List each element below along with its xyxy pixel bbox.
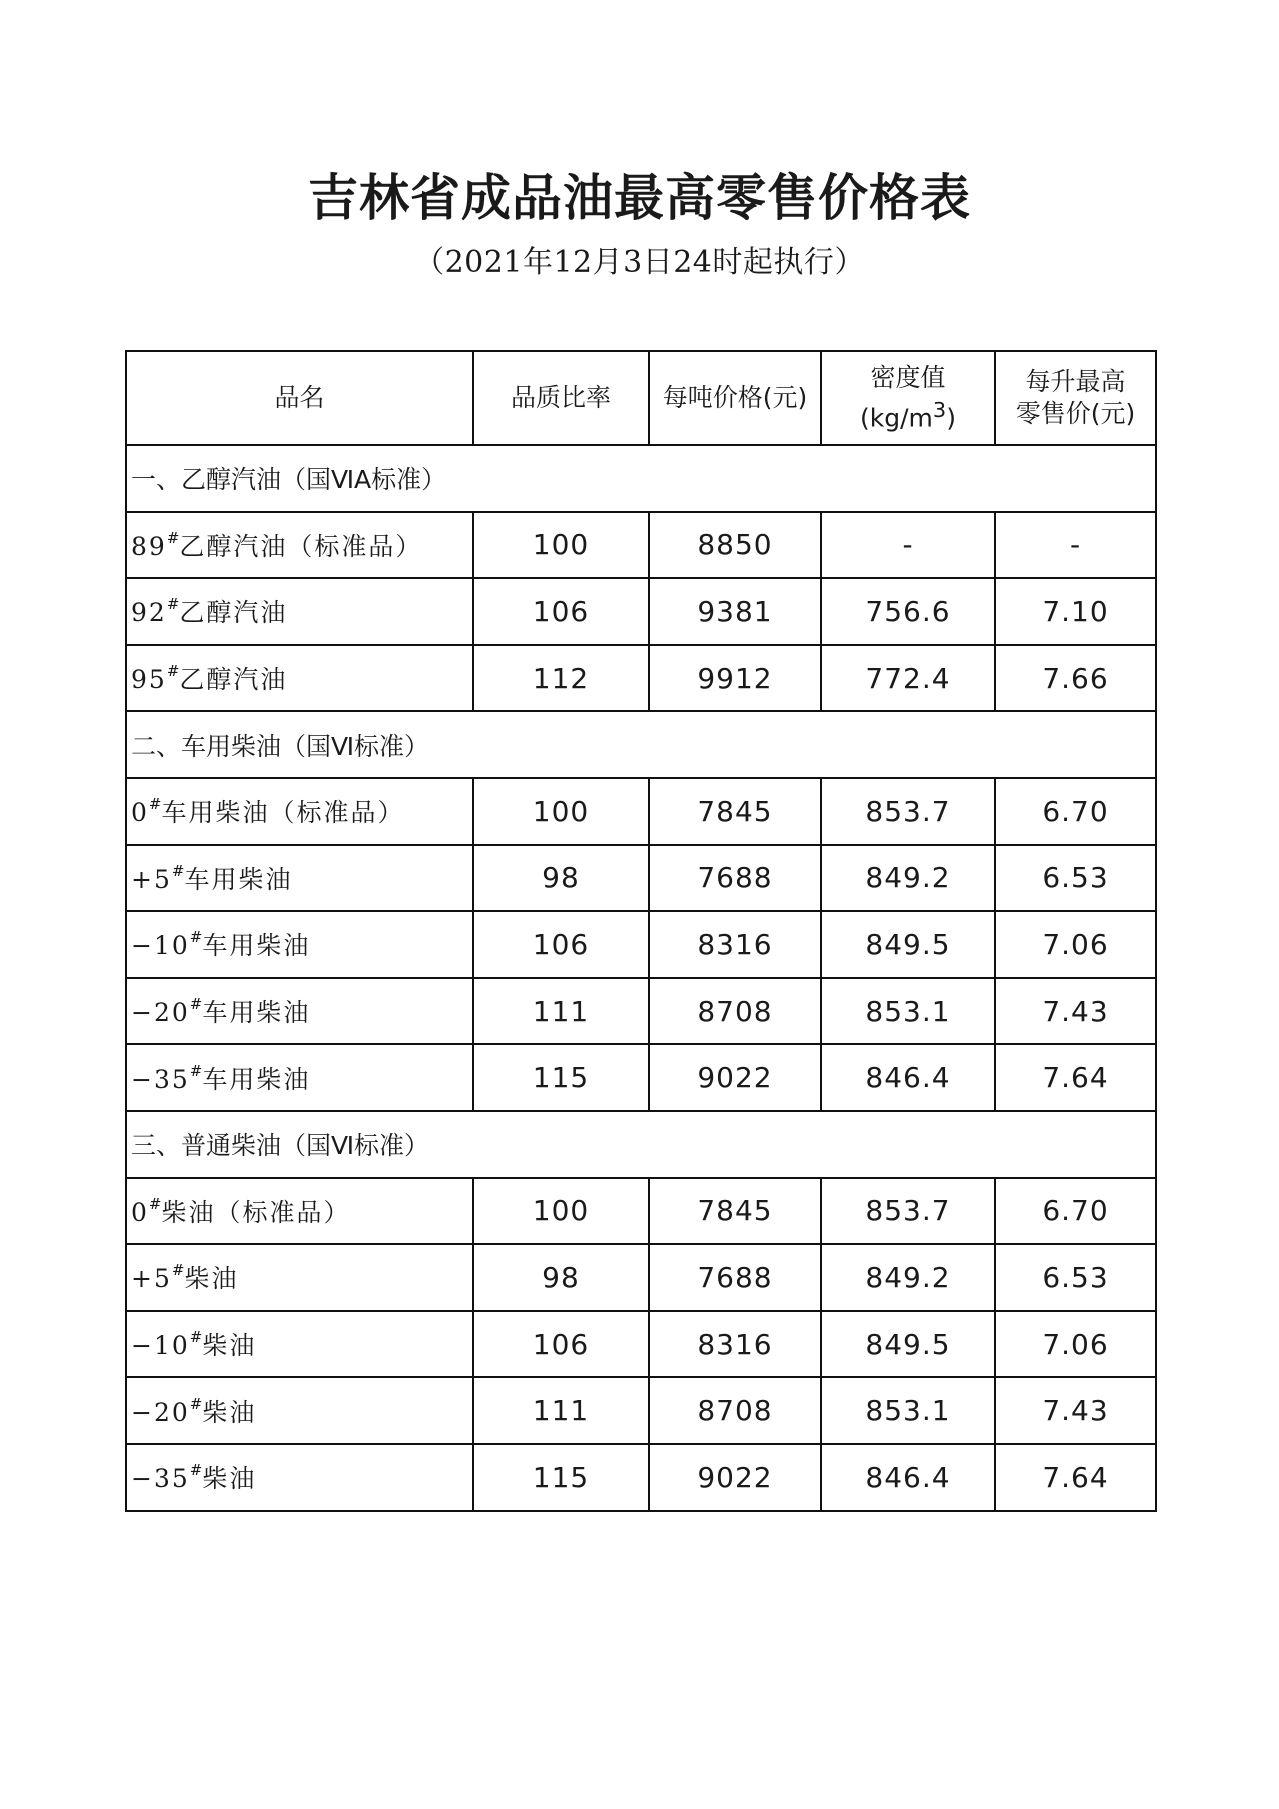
header-price-label: 每吨价格(元) bbox=[662, 383, 808, 412]
product-grade: 95 bbox=[131, 665, 167, 695]
retail-price-cell: 7.10 bbox=[995, 578, 1156, 645]
header-ratio-label: 品质比率 bbox=[510, 383, 611, 412]
density-cell: 846.4 bbox=[821, 1444, 995, 1511]
section-row bbox=[126, 711, 1156, 778]
product-name: 车用柴油 bbox=[202, 998, 311, 1028]
density-cell: 772.4 bbox=[821, 645, 995, 712]
grade-mark: # bbox=[189, 1461, 203, 1480]
grade-mark: # bbox=[148, 795, 162, 814]
quality-ratio-cell: 115 bbox=[473, 1444, 649, 1511]
section-row bbox=[126, 1111, 1156, 1178]
price-per-ton-cell: 9381 bbox=[649, 578, 821, 645]
product-name-cell bbox=[126, 1444, 473, 1511]
product-name: 柴油 bbox=[202, 1464, 257, 1494]
quality-ratio-cell: 100 bbox=[473, 1178, 649, 1245]
density-cell: 853.1 bbox=[821, 1377, 995, 1444]
header-ratio bbox=[473, 351, 649, 445]
header-retail-line1: 每升最高 bbox=[1025, 367, 1126, 396]
price-per-ton-cell: 8708 bbox=[649, 1377, 821, 1444]
grade-mark: # bbox=[189, 995, 203, 1014]
header-retail-line2: 零售价(元) bbox=[1015, 399, 1136, 428]
quality-ratio-cell: 98 bbox=[473, 845, 649, 912]
header-density-unit-close: ) bbox=[946, 403, 956, 433]
retail-price-cell: 6.53 bbox=[995, 1244, 1156, 1311]
grade-mark: # bbox=[189, 1328, 203, 1347]
section-label: 二、车用柴油（国Ⅵ标准） bbox=[126, 711, 1156, 778]
quality-ratio-cell: 100 bbox=[473, 512, 649, 579]
density-cell: 849.2 bbox=[821, 845, 995, 912]
price-per-ton-cell: 7688 bbox=[649, 845, 821, 912]
quality-ratio-cell: 115 bbox=[473, 1044, 649, 1111]
product-name-cell bbox=[126, 512, 473, 579]
density-cell: 849.2 bbox=[821, 1244, 995, 1311]
quality-ratio-cell: 111 bbox=[473, 1377, 649, 1444]
density-cell: 756.6 bbox=[821, 578, 995, 645]
product-name-cell bbox=[126, 1044, 473, 1111]
retail-price-cell: 6.70 bbox=[995, 1178, 1156, 1245]
product-name: 车用柴油 bbox=[202, 1064, 311, 1094]
product-name-cell bbox=[126, 1311, 473, 1378]
product-name-cell bbox=[126, 1178, 473, 1245]
retail-price-cell: 7.43 bbox=[995, 978, 1156, 1045]
price-per-ton-cell: 8316 bbox=[649, 911, 821, 978]
section-label: 三、普通柴油（国Ⅵ标准） bbox=[126, 1111, 1156, 1178]
price-per-ton-cell: 8850 bbox=[649, 512, 821, 579]
retail-price-cell: 6.53 bbox=[995, 845, 1156, 912]
retail-price-cell: 7.66 bbox=[995, 645, 1156, 712]
table-row bbox=[126, 778, 1156, 845]
section-label: 一、乙醇汽油（国ⅥA标准） bbox=[126, 445, 1156, 512]
quality-ratio-cell: 100 bbox=[473, 778, 649, 845]
quality-ratio-cell: 111 bbox=[473, 978, 649, 1045]
product-grade: 92 bbox=[131, 598, 167, 628]
price-per-ton-cell: 7845 bbox=[649, 1178, 821, 1245]
table-body bbox=[126, 445, 1156, 1511]
product-name-cell bbox=[126, 911, 473, 978]
quality-ratio-cell: 112 bbox=[473, 645, 649, 712]
product-grade: +5 bbox=[131, 864, 172, 894]
product-grade: −35 bbox=[131, 1064, 190, 1094]
product-name-cell bbox=[126, 1377, 473, 1444]
product-grade: −10 bbox=[131, 931, 190, 961]
table-header-row bbox=[126, 351, 1156, 445]
quality-ratio-cell: 106 bbox=[473, 1311, 649, 1378]
product-grade: −35 bbox=[131, 1464, 190, 1494]
product-name: 柴油 bbox=[202, 1331, 257, 1361]
density-cell: 853.7 bbox=[821, 778, 995, 845]
table-row bbox=[126, 1244, 1156, 1311]
grade-mark: # bbox=[189, 928, 203, 947]
table-row bbox=[126, 845, 1156, 912]
grade-mark: # bbox=[189, 1394, 203, 1413]
product-name: 车用柴油 bbox=[184, 864, 293, 894]
table-row bbox=[126, 978, 1156, 1045]
product-name: 车用柴油 bbox=[202, 931, 311, 961]
density-cell: 853.7 bbox=[821, 1178, 995, 1245]
price-per-ton-cell: 7845 bbox=[649, 778, 821, 845]
grade-mark: # bbox=[166, 528, 180, 547]
price-table bbox=[125, 350, 1157, 1512]
quality-ratio-cell: 106 bbox=[473, 578, 649, 645]
product-name-cell bbox=[126, 1244, 473, 1311]
price-per-ton-cell: 9912 bbox=[649, 645, 821, 712]
grade-mark: # bbox=[171, 1261, 185, 1280]
header-name bbox=[126, 351, 473, 445]
page-subtitle: （2021年12月3日24时起执行） bbox=[414, 245, 865, 280]
product-name: 乙醇汽油 bbox=[179, 665, 288, 695]
product-name: 乙醇汽油 bbox=[179, 598, 288, 628]
table-row bbox=[126, 1311, 1156, 1378]
header-density-unit: (kg/m bbox=[860, 403, 933, 433]
table-row bbox=[126, 645, 1156, 712]
grade-mark: # bbox=[171, 861, 185, 880]
product-name-cell bbox=[126, 645, 473, 712]
table-row bbox=[126, 911, 1156, 978]
retail-price-cell: - bbox=[995, 512, 1156, 579]
price-per-ton-cell: 9022 bbox=[649, 1444, 821, 1511]
table-row bbox=[126, 578, 1156, 645]
product-name: 车用柴油（标准品） bbox=[161, 798, 405, 828]
product-name-cell bbox=[126, 978, 473, 1045]
grade-mark: # bbox=[189, 1061, 203, 1080]
product-grade: 89 bbox=[131, 531, 167, 561]
retail-price-cell: 7.43 bbox=[995, 1377, 1156, 1444]
quality-ratio-cell: 98 bbox=[473, 1244, 649, 1311]
header-name-label: 品名 bbox=[274, 383, 325, 412]
price-per-ton-cell: 8316 bbox=[649, 1311, 821, 1378]
price-per-ton-cell: 9022 bbox=[649, 1044, 821, 1111]
density-cell: 849.5 bbox=[821, 1311, 995, 1378]
density-cell: 853.1 bbox=[821, 978, 995, 1045]
product-name: 乙醇汽油（标准品） bbox=[179, 531, 423, 561]
product-name: 柴油 bbox=[184, 1264, 239, 1294]
product-grade: 0 bbox=[131, 798, 149, 828]
header-retail-price bbox=[995, 351, 1156, 445]
grade-mark: # bbox=[148, 1194, 162, 1213]
retail-price-cell: 7.06 bbox=[995, 911, 1156, 978]
header-density-line2 bbox=[822, 394, 994, 434]
product-grade: +5 bbox=[131, 1264, 172, 1294]
table-row bbox=[126, 1377, 1156, 1444]
density-cell: 849.5 bbox=[821, 911, 995, 978]
grade-mark: # bbox=[166, 662, 180, 681]
density-cell: 846.4 bbox=[821, 1044, 995, 1111]
table-row bbox=[126, 1044, 1156, 1111]
table-row bbox=[126, 1178, 1156, 1245]
table-row bbox=[126, 1444, 1156, 1511]
header-density bbox=[821, 351, 995, 445]
retail-price-cell: 7.64 bbox=[995, 1044, 1156, 1111]
grade-mark: # bbox=[166, 595, 180, 614]
header-density-line1: 密度值 bbox=[870, 362, 946, 392]
product-name-cell bbox=[126, 578, 473, 645]
header-price-per-ton bbox=[649, 351, 821, 445]
product-grade: −20 bbox=[131, 998, 190, 1028]
retail-price-cell: 7.06 bbox=[995, 1311, 1156, 1378]
product-name: 柴油 bbox=[202, 1397, 257, 1427]
product-grade: −20 bbox=[131, 1397, 190, 1427]
price-per-ton-cell: 7688 bbox=[649, 1244, 821, 1311]
product-name-cell bbox=[126, 778, 473, 845]
density-cell: - bbox=[821, 512, 995, 579]
page-title: 吉林省成品油最高零售价格表 bbox=[308, 168, 971, 227]
section-row bbox=[126, 445, 1156, 512]
quality-ratio-cell: 106 bbox=[473, 911, 649, 978]
price-per-ton-cell: 8708 bbox=[649, 978, 821, 1045]
product-grade: −10 bbox=[131, 1331, 190, 1361]
table-row bbox=[126, 512, 1156, 579]
retail-price-cell: 7.64 bbox=[995, 1444, 1156, 1511]
product-name: 柴油（标准品） bbox=[161, 1197, 351, 1227]
retail-price-cell: 6.70 bbox=[995, 778, 1156, 845]
product-grade: 0 bbox=[131, 1197, 149, 1227]
header-density-unit-sup: 3 bbox=[932, 397, 947, 422]
product-name-cell bbox=[126, 845, 473, 912]
